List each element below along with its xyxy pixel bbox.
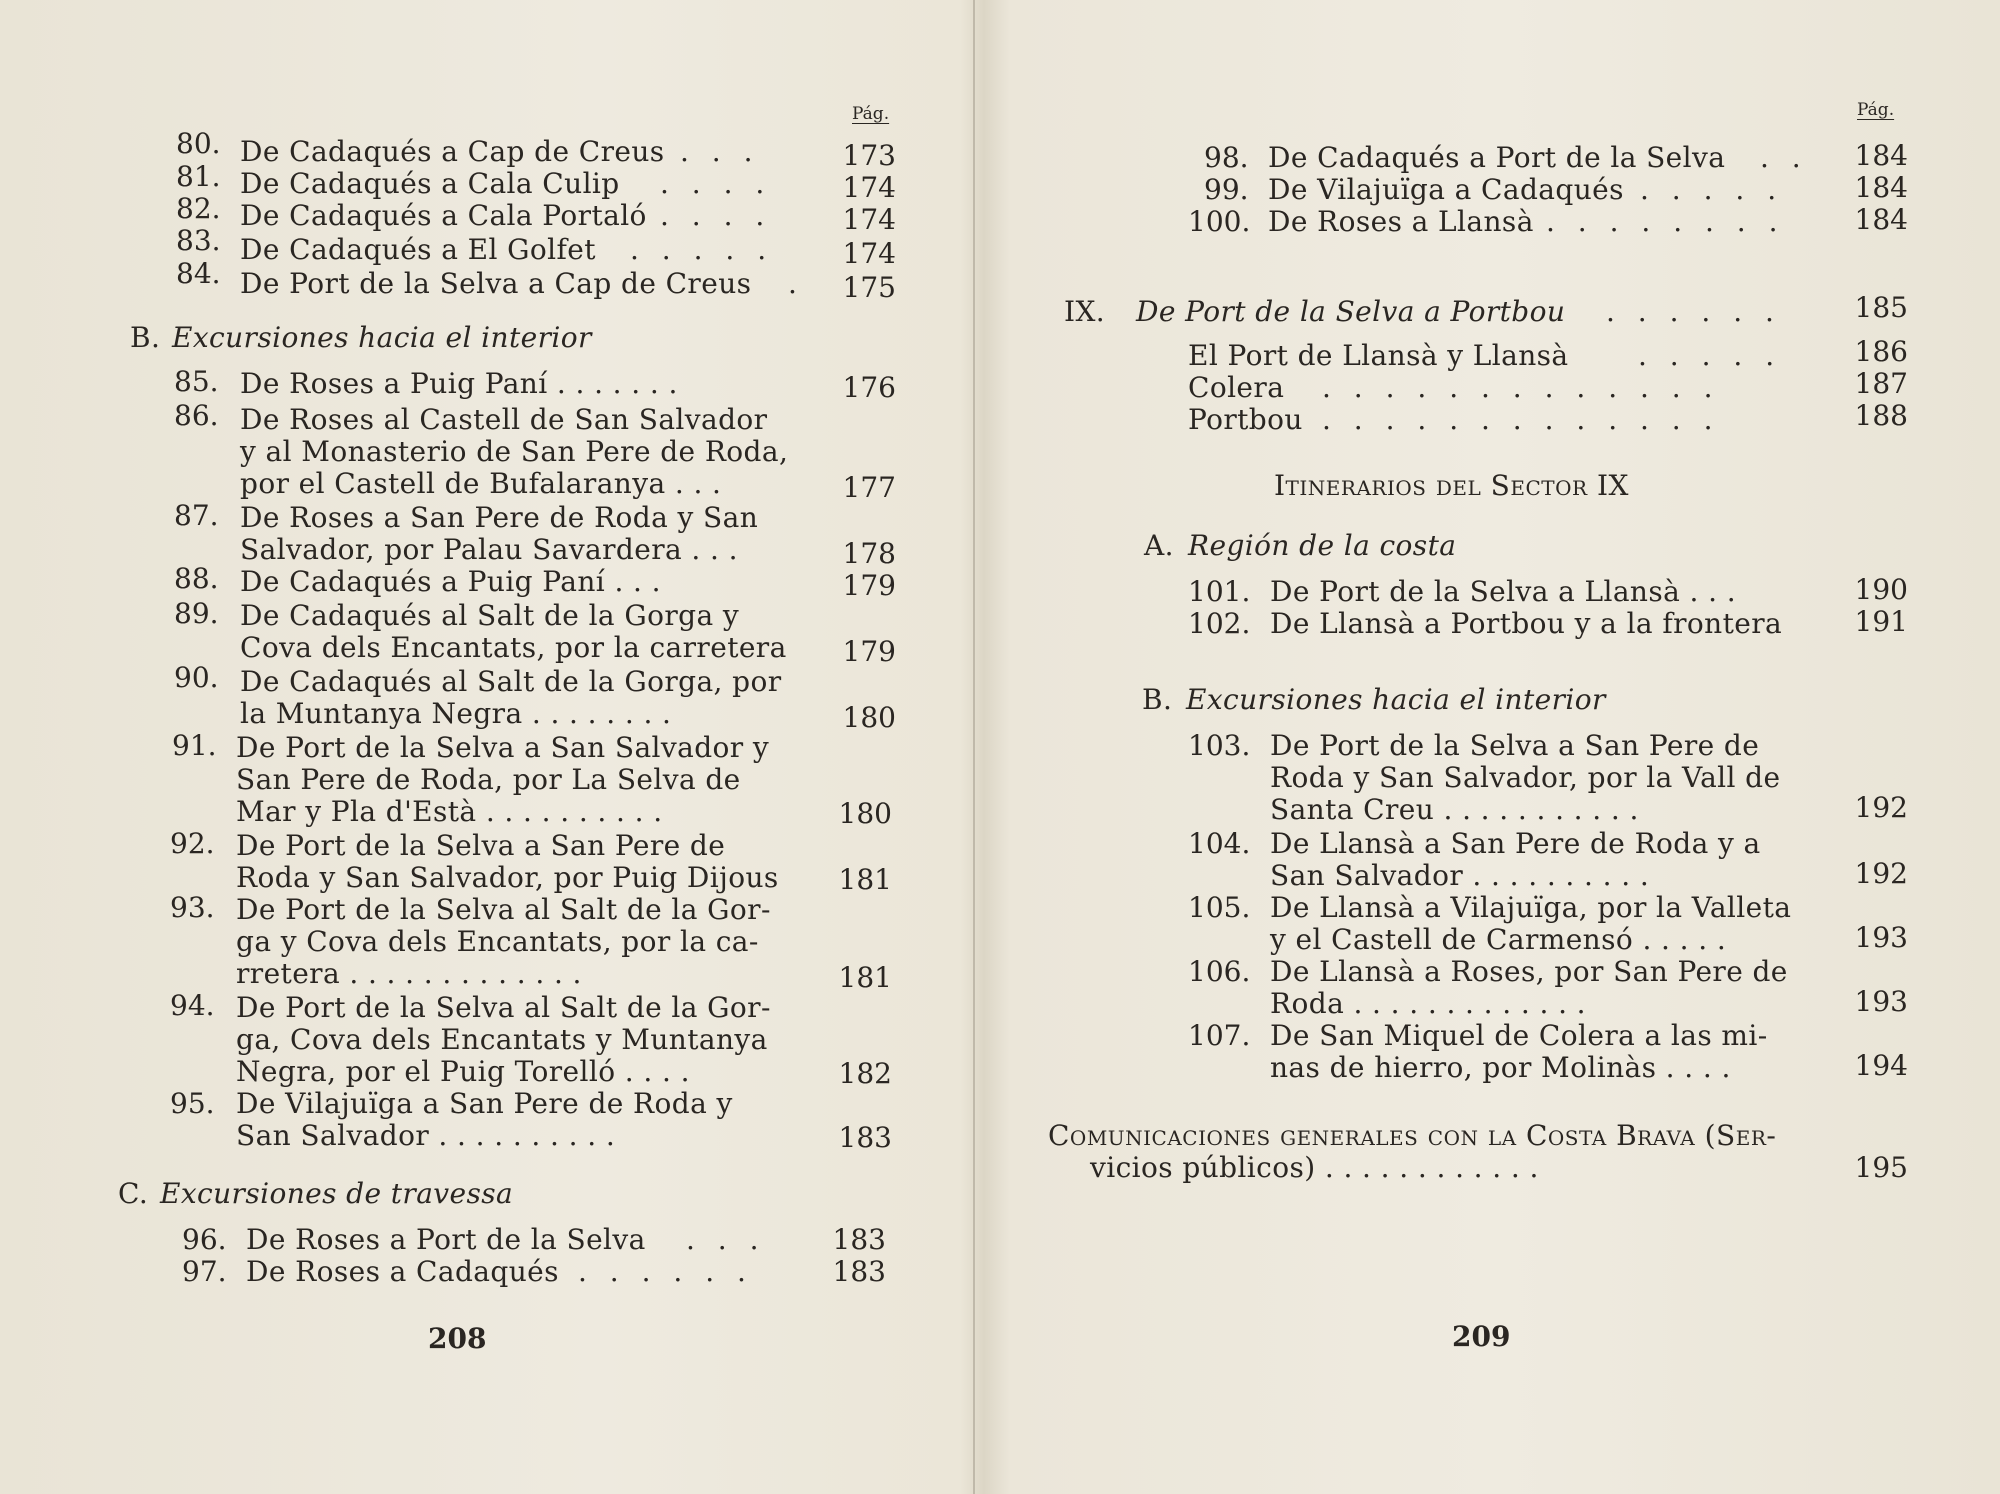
entry-text: De Roses al Castell de San Salvador — [240, 403, 768, 436]
closing-text: Comunicaciones generales con la Costa Brava (Ser- — [1048, 1119, 1777, 1152]
entry-text: por el Castell de Bufalaranya . . . — [240, 467, 722, 500]
page-number: 208 — [428, 1322, 487, 1355]
entry-text: Roda y San Salvador, por Puig Dijous — [236, 861, 779, 894]
entry-text: De Cadaqués al Salt de la Gorga, por — [240, 665, 782, 698]
entry-number: 95. — [170, 1087, 215, 1120]
entry-text: De Port de la Selva al Salt de la Gor- — [236, 893, 771, 926]
entry-number: 102. — [1188, 607, 1251, 640]
entry-text: Roda y San Salvador, por la Vall de — [1270, 761, 1781, 794]
entry-text: Mar y Pla d'Està . . . . . . . . . . — [236, 795, 663, 828]
item-page: 188 — [1854, 399, 1908, 432]
chapter-title: De Port de la Selva a Portbou — [1136, 295, 1566, 328]
entry-text: De Llansà a San Pere de Roda y a — [1270, 827, 1761, 860]
entry-number: 86. — [174, 399, 219, 432]
entry-text: rretera . . . . . . . . . . . . . — [236, 957, 582, 990]
closing-page: 195 — [1854, 1151, 1908, 1184]
entry-text: San Pere de Roda, por La Selva de — [236, 763, 741, 796]
entry-text: y el Castell de Carmensó . . . . . — [1270, 923, 1727, 956]
entry-page: 193 — [1854, 921, 1908, 954]
entry-number: 82. — [176, 192, 221, 225]
entry-number: 104. — [1188, 827, 1251, 860]
entry-text: De Port de la Selva a Llansà . . . — [1270, 575, 1737, 608]
entry-number: 83. — [176, 224, 221, 257]
entry-page: 184 — [1854, 171, 1908, 204]
entry-text: Cova dels Encantats, por la carretera — [240, 631, 787, 664]
entry-leader: . . . . . . — [578, 1255, 753, 1288]
book-gutter — [973, 0, 975, 1494]
entry-text: De Roses a Puig Paní . . . . . . . — [240, 367, 678, 400]
chapter-number: IX. — [1064, 295, 1106, 328]
item-text: El Port de Llansà y Llansà — [1188, 339, 1569, 372]
entry-number: 97. — [182, 1255, 227, 1288]
entry-leader: . . . — [686, 1223, 766, 1256]
section-letter: A. — [1144, 529, 1174, 562]
entry-text: De Llansà a Portbou y a la frontera — [1270, 607, 1783, 640]
entry-text: De Llansà a Roses, por San Pere de — [1270, 955, 1788, 988]
entry-page: 178 — [842, 537, 896, 570]
section-letter: B. — [1142, 683, 1173, 716]
entry-number: 103. — [1188, 729, 1251, 762]
entry-text: De Llansà a Vilajuïga, por la Valleta — [1270, 891, 1792, 924]
right-page — [978, 0, 2000, 1494]
entry-page: 181 — [838, 863, 892, 896]
entry-text: De Roses a San Pere de Roda y San — [240, 501, 759, 534]
item-text: Portbou — [1188, 403, 1303, 436]
entry-number: 88. — [174, 562, 219, 595]
entry-number: 80. — [176, 127, 221, 160]
entry-text: San Salvador . . . . . . . . . . — [1270, 859, 1650, 892]
item-leader: . . . . . . . . . . . . . — [1322, 371, 1720, 404]
entry-page: 183 — [832, 1255, 886, 1288]
entry-number: 85. — [174, 365, 219, 398]
entry-text: De Cadaqués a Cala Portaló — [240, 199, 647, 232]
entry-leader: . — [788, 267, 804, 300]
entry-page: 174 — [842, 203, 896, 236]
entry-number: 106. — [1188, 955, 1251, 988]
entry-text: Salvador, por Palau Savardera . . . — [240, 533, 738, 566]
pag-label: Pág. — [1857, 100, 1895, 120]
entry-text: Negra, por el Puig Torelló . . . . — [236, 1055, 690, 1088]
entry-text: ga y Cova dels Encantats, por la ca- — [236, 925, 759, 958]
entry-text: De Cadaqués a Puig Paní . . . — [240, 565, 661, 598]
entry-page: 183 — [838, 1121, 892, 1154]
entry-page: 177 — [842, 471, 896, 504]
entry-text: De Roses a Port de la Selva — [246, 1223, 646, 1256]
entry-text: De Port de la Selva a San Pere de — [1270, 729, 1760, 762]
entry-number: 92. — [170, 827, 215, 860]
entry-leader: . . . . . — [630, 233, 774, 266]
left-page — [0, 0, 970, 1494]
entry-leader: . . . . — [660, 199, 772, 232]
entry-number: 91. — [172, 729, 217, 762]
section-letter: C. — [118, 1177, 149, 1210]
entry-text: Santa Creu . . . . . . . . . . . — [1270, 793, 1639, 826]
item-leader: . . . . . . . . . . . . . — [1322, 403, 1720, 436]
entry-page: 179 — [842, 569, 896, 602]
entry-page: 191 — [1854, 605, 1908, 638]
entry-page: 182 — [838, 1057, 892, 1090]
entry-page: 194 — [1854, 1049, 1908, 1082]
entry-page: 183 — [832, 1223, 886, 1256]
entry-page: 184 — [1854, 203, 1908, 236]
entry-text: De Port de la Selva a San Salvador y — [236, 731, 770, 764]
entry-number: 100. — [1188, 205, 1251, 238]
section-title: Excursiones de travessa — [160, 1177, 514, 1210]
entry-leader: . . . . . . . . — [1546, 205, 1785, 238]
section-title: Excursiones hacia el interior — [1186, 683, 1606, 716]
entry-number: 105. — [1188, 891, 1251, 924]
entry-number: 99. — [1204, 173, 1249, 206]
page-number: 209 — [1452, 1320, 1511, 1353]
entry-text: San Salvador . . . . . . . . . . — [236, 1119, 616, 1152]
entry-page: 184 — [1854, 139, 1908, 172]
entry-text: nas de hierro, por Molinàs . . . . — [1270, 1051, 1731, 1084]
entry-text: la Muntanya Negra . . . . . . . . — [240, 697, 672, 730]
entry-text: Roda . . . . . . . . . . . . . — [1270, 987, 1586, 1020]
entry-text: y al Monasterio de San Pere de Roda, — [240, 435, 789, 468]
entry-text: De Vilajuïga a San Pere de Roda y — [236, 1087, 733, 1120]
entry-number: 84. — [176, 257, 221, 290]
entry-text: De Port de la Selva a Cap de Creus — [240, 267, 752, 300]
section-letter: B. — [130, 321, 161, 354]
entry-page: 176 — [842, 371, 896, 404]
entry-number: 81. — [176, 160, 221, 193]
entry-leader: . . — [1760, 141, 1808, 174]
entry-text: De Port de la Selva al Salt de la Gor- — [236, 991, 771, 1024]
entry-number: 94. — [170, 989, 215, 1022]
sector-heading: Itinerarios del Sector IX — [1274, 469, 1629, 502]
section-title: Región de la costa — [1188, 529, 1457, 562]
entry-number: 107. — [1188, 1019, 1251, 1052]
entry-page: 192 — [1854, 857, 1908, 890]
item-page: 186 — [1854, 335, 1908, 368]
item-leader: . . . . . — [1638, 339, 1782, 372]
entry-page: 193 — [1854, 985, 1908, 1018]
closing-text: vicios públicos) . . . . . . . . . . . . — [1090, 1151, 1539, 1184]
entry-text: De Port de la Selva a San Pere de — [236, 829, 726, 862]
item-page: 187 — [1854, 367, 1908, 400]
entry-leader: . . . . . — [1640, 173, 1784, 206]
entry-page: 180 — [838, 797, 892, 830]
entry-text: De Cadaqués a Cala Culip — [240, 167, 620, 200]
chapter-page: 185 — [1854, 291, 1908, 324]
entry-page: 175 — [842, 271, 896, 304]
entry-number: 101. — [1188, 575, 1251, 608]
entry-number: 89. — [174, 597, 219, 630]
entry-page: 190 — [1854, 573, 1908, 606]
item-text: Colera — [1188, 371, 1285, 404]
entry-text: De San Miquel de Colera a las mi- — [1270, 1019, 1768, 1052]
entry-page: 192 — [1854, 791, 1908, 824]
entry-number: 90. — [174, 661, 219, 694]
entry-page: 180 — [842, 701, 896, 734]
section-title: Excursiones hacia el interior — [172, 321, 592, 354]
entry-text: De Roses a Cadaqués — [246, 1255, 559, 1288]
entry-page: 181 — [838, 961, 892, 994]
pag-label: Pág. — [852, 104, 890, 124]
entry-text: De Cadaqués a Cap de Creus — [240, 135, 665, 168]
chapter-leader: . . . . . . — [1606, 295, 1781, 328]
entry-number: 87. — [174, 499, 219, 532]
entry-number: 96. — [182, 1223, 227, 1256]
entry-page: 174 — [842, 237, 896, 270]
entry-number: 98. — [1204, 141, 1249, 174]
entry-text: De Cadaqués a Port de la Selva — [1268, 141, 1726, 174]
entry-leader: . . . — [680, 135, 760, 168]
entry-number: 93. — [170, 891, 215, 924]
entry-text: De Roses a Llansà — [1268, 205, 1534, 238]
entry-page: 179 — [842, 635, 896, 668]
entry-text: De Cadaqués a El Golfet — [240, 233, 596, 266]
entry-text: De Vilajuïga a Cadaqués — [1268, 173, 1624, 206]
entry-text: De Cadaqués al Salt de la Gorga y — [240, 599, 740, 632]
entry-text: ga, Cova dels Encantats y Muntanya — [236, 1023, 768, 1056]
entry-page: 173 — [842, 139, 896, 172]
entry-leader: . . . . — [660, 167, 772, 200]
entry-page: 174 — [842, 171, 896, 204]
